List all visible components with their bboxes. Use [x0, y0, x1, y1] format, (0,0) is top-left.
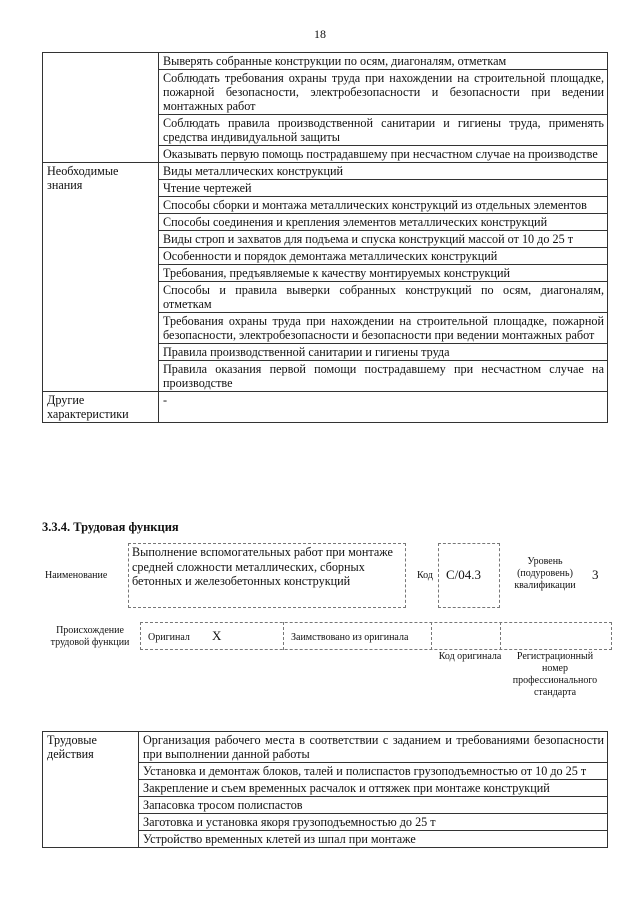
action-cell: Заготовка и установка якоря грузоподъемностью до 25 т [139, 814, 608, 831]
function-name: Выполнение вспомогательных работ при монтаже средней сложности металлических, сборных бетонных и железобетонных конструкций [132, 545, 393, 588]
knowledge-cell: Требования охраны труда при нахождении на строительной площадке, пожарной безопасности, электробезопасности и безопасности при ведении монтажных работ [159, 313, 608, 344]
action-cell: Устройство временных клетей из шпал при монтаже [139, 831, 608, 848]
action-cell: Запасовка тросом полиспастов [139, 797, 608, 814]
skill-cell: Выверять собранные конструкции по осям, диагоналям, отметкам [159, 53, 608, 70]
table-row [43, 392, 608, 423]
other-characteristics-value: - [159, 392, 608, 423]
origin-divider [431, 622, 433, 650]
origin-divider [500, 622, 502, 650]
table-row [43, 732, 608, 763]
knowledge-cell: Правила оказания первой помощи пострадавшему при несчастном случае на производстве [159, 361, 608, 392]
action-cell: Закрепление и съем временных расчалок и оттяжек при монтаже конструкций [139, 780, 608, 797]
knowledge-cell: Способы и правила выверки собранных конструкций по осям, диагоналям, отметкам [159, 282, 608, 313]
level-value: 3 [592, 567, 599, 582]
page-number: 18 [314, 27, 326, 41]
knowledge-cell: Правила производственной санитарии и гигиены труда [159, 344, 608, 361]
knowledge-cell: Способы соединения и крепления элементов металлических конструкций [159, 214, 608, 231]
labor-actions-table [42, 731, 608, 848]
code-label: Код [417, 570, 433, 581]
knowledge-cell: Виды строп и захватов для подъема и спуска конструкций массой от 10 до 25 т [159, 231, 608, 248]
skills-label-cell [43, 53, 159, 163]
labor-actions-label: Трудовые действия [43, 732, 139, 848]
knowledge-cell: Особенности и порядок демонтажа металлических конструкций [159, 248, 608, 265]
table-row [43, 53, 608, 70]
knowledge-cell: Чтение чертежей [159, 180, 608, 197]
original-mark: X [212, 628, 222, 643]
skills-knowledge-table [42, 52, 608, 423]
action-cell: Установка и демонтаж блоков, талей и полиспастов грузоподъемностью от 10 до 25 т [139, 763, 608, 780]
action-cell: Организация рабочего места в соответствии с заданием и требованиями безопасности при выполнении данной работы [139, 732, 608, 763]
knowledge-label: Необходимые знания [43, 163, 159, 392]
knowledge-cell: Виды металлических конструкций [159, 163, 608, 180]
table-row [43, 163, 608, 180]
reg-number-caption: Регистрационный номер профессионального стандарта [512, 651, 598, 698]
section-title: 3.3.4. Трудовая функция [42, 520, 179, 534]
code-original-caption: Код оригинала [438, 651, 502, 662]
skill-cell: Соблюдать требования охраны труда при нахождении на строительной площадке, пожарной безопасности, электробезопасности и безопасности при ведении монтажных работ [159, 70, 608, 115]
original-label: Оригинал [148, 632, 190, 643]
knowledge-cell: Требования, предъявляемые к качеству монтируемых конструкций [159, 265, 608, 282]
knowledge-cell: Способы сборки и монтажа металлических конструкций из отдельных элементов [159, 197, 608, 214]
skill-cell: Соблюдать правила производственной санитарии и гигиены труда, применять средства индивидуальной защиты [159, 115, 608, 146]
skill-cell: Оказывать первую помощь пострадавшему при несчастном случае на производстве [159, 146, 608, 163]
level-label: Уровень (подуровень) квалификации [514, 556, 576, 591]
other-characteristics-label: Другие характеристики [43, 392, 159, 423]
borrowed-label: Заимствовано из оригинала [291, 632, 409, 643]
name-label: Наименование [45, 570, 108, 581]
code-value: C/04.3 [446, 567, 482, 582]
origin-divider [283, 622, 285, 650]
origin-label: Происхождение трудовой функции [50, 625, 130, 648]
